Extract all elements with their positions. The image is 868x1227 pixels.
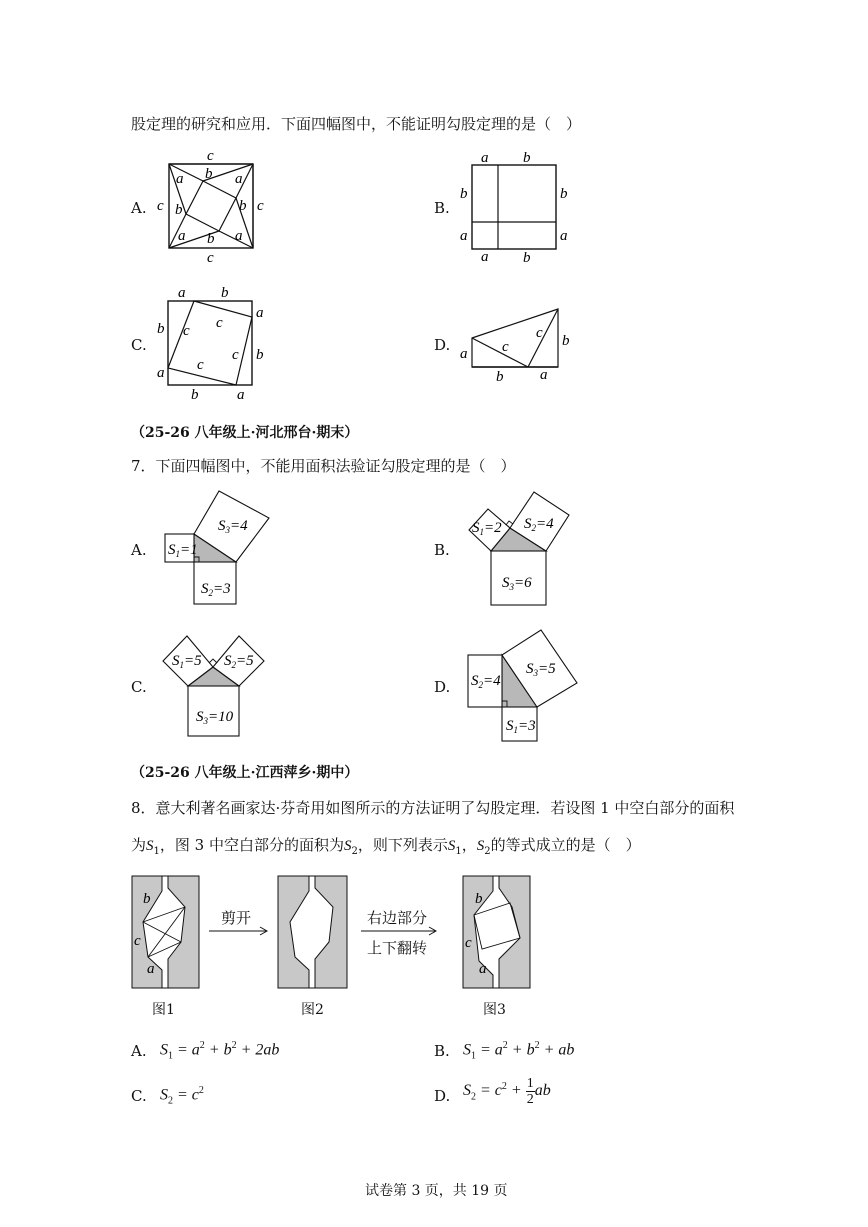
q8-stem-line1: 8．意大利著名画家达·芬奇用如图所示的方法证明了勾股定理．若设图 1 中空白部分的面积 [131,799,735,817]
svg-text:a: a [178,285,186,301]
svg-text:a: a [237,387,245,403]
q8-stem-line2: 为$S_1$，图 3 中空白部分的面积为$S_2$，则下列表示$S_1$，$S_2$的等式成立的是（ ） [131,836,641,857]
label: b [205,166,213,182]
q7-source: （25-26 八年级上·河北邢台·期末） [131,425,359,441]
q6-option-a-label[interactable]: A. [131,199,147,217]
svg-text:b: b [496,369,504,385]
q7-option-c-label[interactable]: C. [131,678,147,696]
q8-source: （25-26 八年级上·江西萍乡·期中） [131,765,359,781]
label: c [157,198,164,214]
label: b [239,198,247,214]
q6-figure-a [155,148,275,266]
q8-arrow-2-label-bottom: 上下翻转 [367,939,428,957]
q8-option-a-formula: $S_1 = a^2 + b^2 + 2ab$ [160,1040,280,1062]
svg-text:c: c [465,935,472,951]
q8-option-b-label[interactable]: B. [434,1042,450,1060]
svg-text:S2=4: $S_2=4$ [471,673,501,690]
label: b [175,202,183,218]
svg-text:a: a [560,228,568,244]
svg-text:b: b [475,891,483,907]
q7-option-d-label[interactable]: D. [434,678,451,696]
svg-text:b: b [191,387,199,403]
q8-arrow-2-label-top: 右边部分 [367,909,428,927]
q8-option-d-label[interactable]: D. [434,1087,451,1105]
q6-figure-d [456,300,581,384]
svg-text:a: a [157,365,165,381]
svg-text:S1=2: $S_1=2$ [472,520,502,537]
q8-figure-2 [277,875,349,990]
svg-text:b: b [523,150,531,166]
svg-text:a: a [147,961,155,977]
label: a [235,171,243,187]
q7-stem: 7．下面四幅图中，不能用面积法验证勾股定理的是（ ） [131,457,516,475]
q7-option-a-label[interactable]: A. [131,541,147,559]
svg-text:S2=4: $S_2=4$ [524,516,554,533]
q6-option-b-label[interactable]: B. [434,199,450,217]
svg-text:b: b [562,333,570,349]
q8-option-a-label[interactable]: A. [131,1042,147,1060]
svg-text:S1=3: $S_1=3$ [506,718,536,735]
page-footer: 试卷第 3 页，共 19 页 [365,1183,508,1199]
svg-text:S1=5: $S_1=5$ [172,653,202,670]
svg-text:a: a [481,249,489,265]
svg-text:b: b [460,186,468,202]
q7-figure-c [158,630,283,750]
q8-arrow-1-label: 剪开 [221,909,252,927]
label: a [176,171,184,187]
svg-text:a: a [256,305,264,321]
q7-option-b-label[interactable]: B. [434,541,450,559]
q8-option-b-formula: $S_1 = a^2 + b^2$ + ab [463,1040,575,1062]
label: c [207,250,214,266]
q7-figure-b [462,488,587,610]
svg-text:a: a [479,961,487,977]
q6-figure-c [153,283,273,403]
svg-text:c: c [197,357,204,373]
svg-text:S3=10: $S_3=10$ [196,709,234,726]
svg-text:b: b [256,347,264,363]
svg-text:b: b [523,250,531,266]
svg-text:c: c [536,325,543,341]
svg-text:S2=5: $S_2=5$ [224,653,254,670]
label: a [235,228,243,244]
svg-text:S3=6: $S_3=6$ [502,575,532,592]
svg-text:a: a [481,150,489,166]
q8-figure-1 [131,875,201,990]
svg-text:S2=3: $S_2=3$ [201,581,231,598]
q6-figure-b [456,148,576,266]
q6-stem: 股定理的研究和应用．下面四幅图中，不能证明勾股定理的是（ ） [131,115,582,133]
q6-option-c-label[interactable]: C. [131,336,147,354]
svg-text:c: c [232,347,239,363]
label: b [207,231,215,247]
label: c [207,148,214,164]
svg-text:b: b [560,186,568,202]
q7-figure-d [462,625,587,747]
svg-text:b: b [143,891,151,907]
svg-text:c: c [502,339,509,355]
svg-text:b: b [157,321,165,337]
q8-option-c-label[interactable]: C. [131,1087,147,1105]
label: a [178,228,186,244]
svg-text:c: c [134,933,141,949]
svg-text:a: a [460,228,468,244]
q8-caption-1: 图1 [152,1002,175,1018]
q8-caption-2: 图2 [301,1002,324,1018]
svg-text:c: c [183,323,190,339]
svg-text:a: a [540,367,548,383]
svg-text:S3=5: $S_3=5$ [526,661,556,678]
svg-text:S1=1: $S_1=1$ [168,542,198,559]
q8-option-c-formula: $S_2 = c^2$ [160,1085,204,1107]
q6-option-d-label[interactable]: D. [434,336,451,354]
svg-text:b: b [221,285,229,301]
q7-figure-a [160,485,280,610]
svg-text:a: a [460,346,468,362]
svg-text:c: c [216,315,223,331]
q8-caption-3: 图3 [483,1002,506,1018]
svg-text:S3=4: $S_3=4$ [218,518,248,535]
label: c [257,198,264,214]
q8-figure-3 [462,875,532,990]
q8-option-d-formula: $S_2 = c^2$ + $\frac{1}{2}$ ab [463,1076,551,1107]
